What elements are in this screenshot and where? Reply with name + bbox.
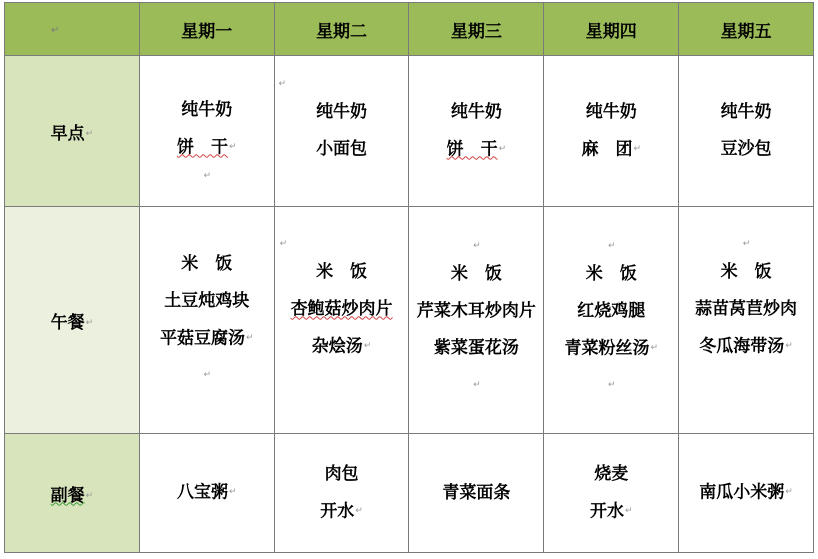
menu-item: 豆沙包 — [720, 139, 772, 159]
paragraph-mark-icon: ↵ — [279, 239, 288, 250]
menu-item-line — [590, 493, 633, 531]
menu-item-line — [581, 131, 641, 169]
menu-item-line — [291, 291, 393, 328]
paragraph-mark-icon: ↵ — [51, 25, 60, 36]
menu-item-line — [312, 328, 372, 366]
meal-label: 副餐 — [50, 485, 85, 506]
menu-item: 纯牛奶 — [450, 101, 502, 122]
menu-item: 青菜粉丝汤 — [564, 338, 650, 358]
menu-item: 纯牛奶 — [585, 101, 637, 122]
menu-item: 蒜苗莴苣炒肉 — [695, 299, 798, 320]
menu-item: 米 饭 — [181, 253, 233, 274]
menu-item: 米 饭 — [720, 262, 772, 283]
day-label: 星期五 — [720, 21, 772, 42]
paragraph-mark-line — [472, 236, 481, 256]
menu-cell — [409, 434, 544, 553]
paragraph-mark-icon: ↵ — [624, 505, 633, 516]
menu-item: 红烧鸡腿 — [577, 300, 646, 321]
paragraph-mark-icon: ↵ — [355, 505, 363, 516]
menu-cell — [274, 434, 409, 553]
menu-item: 杂烩汤 — [311, 336, 363, 357]
menu-cell — [544, 434, 679, 553]
meal-label-cell — [5, 434, 140, 553]
menu-cell — [139, 56, 287, 207]
paragraph-mark-line — [607, 367, 616, 405]
weekly-menu-table — [4, 2, 814, 553]
paragraph-mark-icon: ↵ — [203, 370, 212, 380]
header-row — [5, 3, 814, 56]
menu-item: 南瓜小米粥 — [699, 482, 785, 503]
menu-cell — [679, 56, 814, 207]
menu-item: 纯牛奶 — [316, 102, 368, 122]
menu-item: 饼 干 — [446, 139, 498, 160]
paragraph-mark-line — [127, 76, 286, 92]
paragraph-mark-icon: ↵ — [607, 380, 616, 390]
menu-cell — [274, 207, 409, 434]
menu-item: 青菜面条 — [442, 482, 511, 503]
day-header-tuesday — [274, 3, 409, 56]
menu-cell — [544, 207, 679, 434]
day-header-wednesday — [409, 3, 544, 56]
meal-label: 早点 — [50, 123, 85, 144]
meal-row-lunch — [5, 207, 814, 434]
day-header-monday — [139, 3, 274, 56]
day-label: 星期一 — [181, 21, 233, 42]
menu-cell — [139, 434, 274, 553]
menu-item: 八宝粥 — [176, 482, 228, 503]
paragraph-mark-icon: ↵ — [473, 240, 481, 251]
menu-item: 土豆炖鸡块 — [164, 290, 250, 311]
menu-item: 饼 干 — [176, 137, 228, 158]
menu-item: 开水 — [589, 501, 624, 522]
menu-item: 麻 团 — [581, 139, 633, 160]
menu-cell — [409, 56, 544, 207]
corner-cell — [5, 3, 140, 56]
menu-item-line — [177, 474, 237, 512]
paragraph-mark-icon: ↵ — [85, 128, 94, 139]
paragraph-mark-icon: ↵ — [85, 317, 94, 328]
paragraph-mark-icon: ↵ — [228, 487, 237, 498]
menu-item: 冬瓜海带汤 — [699, 336, 785, 357]
meal-label-cell — [5, 56, 140, 207]
menu-item-line — [699, 474, 793, 512]
menu-cell — [409, 207, 544, 434]
menu-item: 开水 — [320, 501, 355, 522]
menu-item-line — [564, 330, 658, 368]
paragraph-mark-icon: ↵ — [785, 487, 793, 498]
paragraph-mark-line — [607, 236, 616, 256]
paragraph-mark-icon: ↵ — [473, 379, 481, 390]
day-label: 星期四 — [585, 21, 637, 42]
paragraph-mark-icon: ↵ — [278, 78, 287, 89]
menu-item: 米 饭 — [316, 262, 368, 283]
paragraph-mark-line — [202, 357, 211, 395]
paragraph-mark-icon: ↵ — [633, 143, 641, 154]
menu-item-line — [447, 131, 507, 169]
menu-item: 平菇豆腐汤 — [159, 328, 245, 348]
menu-item: 紫菜蛋花汤 — [433, 337, 519, 358]
menu-item: 小面包 — [316, 139, 368, 159]
menu-item-line — [160, 320, 254, 358]
menu-item: 纯牛奶 — [720, 102, 772, 122]
menu-cell — [139, 207, 274, 434]
paragraph-mark-icon: ↵ — [607, 240, 616, 251]
paragraph-mark-icon: ↵ — [245, 332, 254, 343]
menu-cell — [544, 56, 679, 207]
paragraph-mark-icon: ↵ — [363, 341, 372, 352]
paragraph-mark-line — [275, 234, 288, 254]
paragraph-mark-icon: ↵ — [785, 341, 793, 352]
menu-item-line — [320, 493, 363, 531]
paragraph-mark-icon: ↵ — [498, 143, 507, 154]
paragraph-mark-icon: ↵ — [203, 171, 212, 182]
paragraph-mark-line — [472, 367, 481, 405]
day-header-thursday — [544, 3, 679, 56]
menu-item: 纯牛奶 — [181, 99, 233, 120]
menu-item: 肉包 — [324, 463, 359, 484]
meal-label: 午餐 — [50, 312, 85, 333]
day-label: 星期二 — [316, 21, 368, 42]
meal-row-side — [5, 434, 814, 553]
menu-cell — [679, 434, 814, 553]
paragraph-mark-line — [742, 234, 751, 254]
menu-item: 芹菜木耳炒肉片 — [416, 300, 536, 321]
meal-label-cell — [5, 207, 140, 434]
menu-cell — [274, 56, 409, 207]
day-header-friday — [679, 3, 814, 56]
paragraph-mark-icon: ↵ — [85, 490, 94, 501]
meal-row-breakfast — [5, 56, 814, 207]
menu-item: 米 饭 — [585, 263, 637, 284]
day-label: 星期三 — [450, 21, 502, 42]
menu-cell — [679, 207, 814, 434]
menu-item: 烧麦 — [594, 463, 629, 484]
menu-item: 杏鲍菇炒肉片 — [290, 299, 393, 320]
paragraph-mark-icon: ↵ — [650, 342, 658, 353]
menu-item-line — [177, 129, 237, 167]
menu-item: 米 饭 — [450, 263, 502, 284]
paragraph-mark-icon: ↵ — [228, 141, 237, 152]
paragraph-mark-icon: ↵ — [742, 239, 751, 250]
paragraph-mark-line — [202, 166, 211, 186]
menu-item-line — [699, 328, 793, 366]
